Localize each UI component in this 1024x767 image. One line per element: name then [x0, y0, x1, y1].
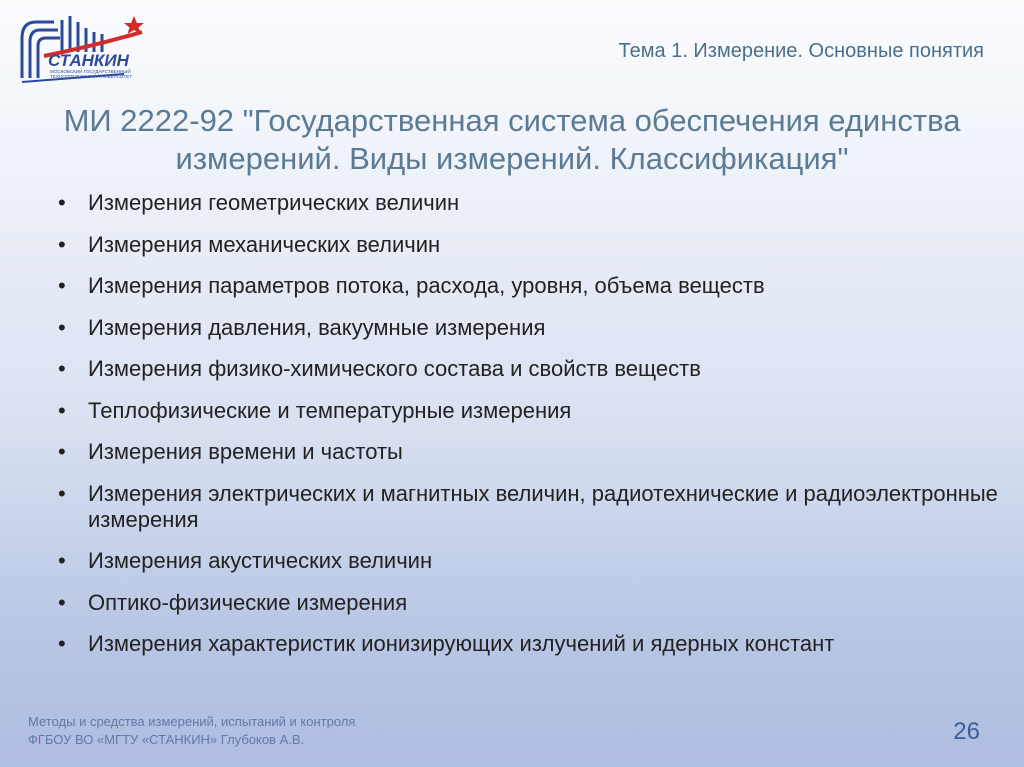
- bullet-text: Измерения физико-химического состава и свойств веществ: [88, 356, 701, 381]
- logo-subtitle-2: ТЕХНОЛОГИЧЕСКИЙ УНИВЕРСИТЕТ: [50, 74, 133, 79]
- bullet-marker: •: [58, 273, 66, 298]
- footer-author: ФГБОУ ВО «МГТУ «СТАНКИН» Глубоков А.В.: [28, 732, 305, 747]
- bullet-item: [58, 315, 1004, 341]
- bullet-marker: •: [58, 439, 66, 464]
- bullet-item: [58, 481, 1004, 533]
- bullet-item: [58, 273, 1004, 299]
- bullet-text: Измерения механических величин: [88, 231, 441, 257]
- bullet-marker: •: [58, 548, 66, 573]
- stankin-logo-graphic: [14, 12, 154, 84]
- bullet-marker: •: [58, 231, 66, 257]
- bullet-marker: •: [58, 397, 66, 423]
- slide-topic: Тема 1. Измерение. Основные понятия: [618, 40, 984, 62]
- bullet-marker: •: [58, 631, 66, 656]
- bullet-text: Измерения времени и частоты: [88, 439, 403, 464]
- bullet-text: Измерения электрических и магнитных величин, радиотехнические и радиоэлектронные измерения: [88, 480, 998, 532]
- bullet-item: [58, 590, 1004, 616]
- bullet-marker: •: [58, 190, 66, 215]
- slide-title-line-1: МИ 2222-92 "Государственная система обеспечения единства: [63, 103, 961, 138]
- bullet-marker: •: [58, 589, 66, 615]
- bullet-item: [58, 439, 1004, 465]
- bullet-text: Измерения характеристик ионизирующих излучений и ядерных констант: [88, 631, 835, 656]
- bullet-text: Измерения параметров потока, расхода, уровня, объема веществ: [88, 273, 765, 298]
- bullet-item: [58, 548, 1004, 574]
- bullet-list: [58, 190, 1004, 673]
- bullet-text: Измерения акустических величин: [88, 548, 433, 573]
- logo-subtitle-1: МОСКОВСКИЙ ГОСУДАРСТВЕННЫЙ: [50, 69, 131, 74]
- bullet-item: [58, 356, 1004, 382]
- slide-title: [30, 102, 994, 178]
- logo-name: СТАНКИН: [48, 51, 129, 70]
- bullet-text: Теплофизические и температурные измерения: [88, 397, 572, 423]
- bullet-item: [58, 631, 1004, 657]
- bullet-item: [58, 398, 1004, 424]
- stankin-logo: [14, 12, 154, 84]
- slide-title-line-2: измерений. Виды измерений. Классификация": [175, 141, 849, 176]
- bullet-marker: •: [58, 480, 66, 506]
- page-number: 26: [953, 718, 980, 745]
- bullet-text: Измерения давления, вакуумные измерения: [88, 314, 546, 340]
- bullet-marker: •: [58, 356, 66, 381]
- footer-course: Методы и средства измерений, испытаний и контроля: [28, 714, 356, 729]
- bullet-item: [58, 190, 1004, 216]
- bullet-text: Измерения геометрических величин: [88, 190, 460, 215]
- slide-footer: [28, 713, 355, 749]
- bullet-text: Оптико-физические измерения: [88, 589, 408, 615]
- bullet-marker: •: [58, 314, 66, 340]
- bullet-item: [58, 232, 1004, 258]
